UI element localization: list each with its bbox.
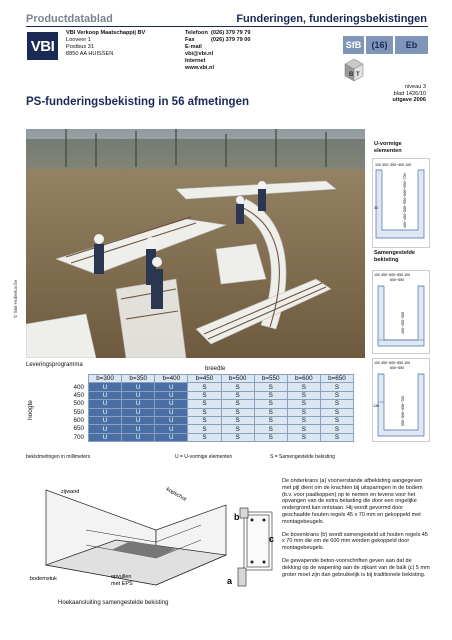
table-cell: S	[320, 383, 353, 391]
label-bodemstuk: bodemstuk	[30, 576, 57, 582]
table-cell: S	[188, 391, 221, 399]
company-street: Looveer 1	[66, 37, 91, 43]
table-cell: S	[287, 433, 320, 441]
table-cell: U	[155, 433, 188, 441]
company-address	[66, 30, 145, 58]
body-text	[282, 478, 430, 584]
table-cell: U	[122, 416, 155, 424]
table-cell: S	[221, 383, 254, 391]
table-cell: U	[89, 391, 122, 399]
label-opvullen-1: opvullen	[111, 574, 132, 580]
s2-dims-side: 550~600~650~700	[401, 395, 405, 426]
table-title: Leveringsprogramma	[26, 362, 83, 368]
uitgave: uitgave 2006	[392, 97, 426, 104]
company-contact	[185, 30, 251, 72]
table-cell: S	[254, 383, 287, 391]
table-row	[89, 391, 354, 399]
table-row	[89, 383, 354, 391]
s-caption-line1: Samengestelde	[374, 250, 416, 256]
table-cell: U	[155, 416, 188, 424]
u-dims-side: 400~450~500~550~600~650~700	[403, 173, 407, 228]
phone-label: Telefoon	[185, 30, 208, 36]
table-cell: S	[254, 425, 287, 433]
delivery-table	[88, 374, 354, 442]
table-cell: S	[221, 425, 254, 433]
label-kopschot: kopschot	[165, 486, 188, 503]
table-cell: U	[122, 425, 155, 433]
table-cell: U	[89, 400, 122, 408]
table-cell: S	[287, 408, 320, 416]
internet-value[interactable]: www.vbi.nl	[185, 65, 215, 71]
s-caption-line2: bekisting	[374, 257, 399, 263]
table-cell: U	[155, 408, 188, 416]
sfb-box: SfB	[343, 36, 364, 54]
drawing-caption: Hoekaansluiting samengestelde bekisting	[58, 600, 169, 606]
table-cell: S	[221, 391, 254, 399]
table-cell: S	[287, 400, 320, 408]
label-zijwand: zijwand	[61, 489, 80, 495]
table-cell: U	[89, 425, 122, 433]
table-foot-mid: U = U-vormige elementen	[175, 454, 233, 460]
table-cell: S	[221, 408, 254, 416]
s-element-drawing-2	[372, 358, 430, 442]
niveau: niveau 3	[404, 84, 426, 90]
fax-label: Fax	[185, 37, 195, 43]
body-paragraph-3: De gewapende beton-voorschriften geven aan dat de dekking op de wapening aan de zijkant van de balk (c) 5 mm groter moet zijn dan gebruikelijk is bij traditionele bekisting.	[282, 557, 430, 578]
table-cell: U	[89, 416, 122, 424]
header-right-title: Funderingen, funderingsbekistingen	[236, 13, 427, 25]
label-opvullen-2: met EPS	[111, 581, 133, 587]
email-label: E-mail	[185, 44, 202, 50]
s2-step: 130	[373, 404, 379, 408]
table-cell: U	[89, 408, 122, 416]
label-b: b	[234, 512, 240, 522]
table-cell: U	[89, 433, 122, 441]
table-row	[89, 425, 354, 433]
photo-credit: © Sint-Hubertus bv	[13, 279, 18, 318]
email-value[interactable]: vbi@vbi.nl	[185, 51, 214, 57]
table-cell: S	[287, 383, 320, 391]
table-cell: U	[122, 433, 155, 441]
company-name: VBI Verkoop Maatschappij BV	[66, 30, 146, 36]
svg-text:T: T	[356, 72, 360, 78]
table-foot-right: S = Samengestelde bekisting	[270, 454, 335, 460]
company-pobox: Postbus 31	[66, 44, 94, 50]
u-base: 30	[374, 206, 378, 210]
table-cell: S	[221, 433, 254, 441]
row-height-label: 400	[73, 383, 84, 391]
row-height-label: 700	[73, 433, 84, 441]
row-height-label: 450	[73, 391, 84, 399]
table-row-group: hoogte	[27, 400, 34, 420]
column-header: b=600	[287, 375, 320, 383]
table-cell: S	[254, 416, 287, 424]
table-cell: S	[320, 416, 353, 424]
column-header: b=450	[188, 375, 221, 383]
label-c: c	[268, 534, 274, 544]
table-cell: S	[320, 433, 353, 441]
table-cell: U	[155, 425, 188, 433]
table-cell: S	[287, 425, 320, 433]
table-cell: S	[254, 408, 287, 416]
table-cell: U	[122, 391, 155, 399]
header-rule	[26, 26, 428, 27]
label-a: a	[227, 576, 233, 586]
table-row	[89, 408, 354, 416]
column-header: b=500	[221, 375, 254, 383]
document-meta	[392, 84, 426, 104]
table-col-group: breedte	[205, 366, 226, 372]
row-height-label: 600	[73, 417, 84, 425]
table-row	[89, 416, 354, 424]
phone-value: (026) 379 79 79	[211, 30, 251, 36]
s2-dims-top2: 600~650	[390, 366, 405, 370]
table-cell: S	[254, 433, 287, 441]
table-cell: S	[254, 391, 287, 399]
table-cell: U	[89, 383, 122, 391]
svg-text:B: B	[349, 72, 354, 78]
table-cell: S	[188, 383, 221, 391]
s1-dims-top2: 600~650	[390, 278, 405, 282]
table-cell: S	[188, 400, 221, 408]
body-paragraph-1: De onderkrans (a) voorverstande afbekisting aangegeven met pijl dient om de krachten bij uitsparingen in de bodem (b.v. voor paalkoppen) op te nemen en tevens voor het opvangen van de extra belasting die door een ongelijke ondergrond kan ontstaan. Hij wordt gevormd door geschaafde houten regels 45 x 70 mm en gekoppeld met montagebeugels.	[282, 478, 423, 525]
internet-label: Internet	[185, 58, 206, 64]
column-header: b=400	[155, 375, 188, 383]
u-caption-line2: elementen	[374, 148, 402, 154]
table-cell: S	[320, 391, 353, 399]
table-cell: S	[320, 400, 353, 408]
row-height-label: 500	[73, 400, 84, 408]
table-row	[89, 400, 354, 408]
table-cell: U	[155, 391, 188, 399]
page-title: PS-funderingsbekisting in 56 afmetingen	[26, 96, 250, 108]
column-header: b=350	[122, 375, 155, 383]
table-header-row	[89, 375, 354, 383]
table-cell: S	[221, 416, 254, 424]
column-header: b=650	[320, 375, 353, 383]
table-cell: S	[320, 408, 353, 416]
s2-dims-top: 100 450~500~550 100	[374, 361, 411, 365]
table-cell: U	[155, 383, 188, 391]
table-cell: S	[287, 416, 320, 424]
table-row	[89, 433, 354, 441]
s1-dims-side: 400~450~500	[401, 311, 405, 334]
row-height-label: 550	[73, 408, 84, 416]
header-left-title: Productdatablad	[26, 13, 113, 25]
table-cell: U	[122, 400, 155, 408]
cube-icon	[344, 58, 364, 82]
construction-site-photo	[26, 129, 365, 358]
s1-dims-top: 100 450~500~550 100	[374, 273, 411, 277]
table-cell: S	[188, 416, 221, 424]
height-column	[64, 384, 86, 443]
s-elements-caption	[374, 250, 415, 264]
table-cell: S	[320, 425, 353, 433]
table-cell: S	[287, 391, 320, 399]
table-cell: U	[122, 408, 155, 416]
sfb-code1: (16)	[366, 36, 393, 54]
table-cell: S	[188, 425, 221, 433]
company-city: 8850 AA HUISSEN	[66, 51, 114, 57]
row-height-label: 650	[73, 425, 84, 433]
u-dims-top: 100 300~350~400 100	[375, 163, 412, 167]
u-elements-caption	[374, 141, 402, 155]
sfb-code2: Eb	[395, 36, 428, 54]
table-foot-left: bekistmetingen in millimeters	[26, 454, 91, 460]
body-paragraph-2: De bovenkrans (b) wordt samengesteld uit houten regels 45 x 70 mm die om de 600 mm worden gekoppeld door montagebeugels.	[282, 531, 428, 552]
table-cell: S	[221, 400, 254, 408]
company-logo: VBI	[27, 32, 58, 60]
table-cell: U	[122, 383, 155, 391]
fax-value: (026) 379 79 00	[211, 37, 251, 43]
column-header: b=550	[254, 375, 287, 383]
s-element-drawing-1	[372, 270, 430, 354]
table-cell: S	[188, 433, 221, 441]
table-cell: S	[188, 408, 221, 416]
corner-connection-drawing	[26, 470, 274, 600]
table-cell: U	[155, 400, 188, 408]
u-element-drawing	[372, 158, 430, 248]
column-header: b=300	[89, 375, 122, 383]
table-cell: S	[254, 400, 287, 408]
u-caption-line1: U-vormige	[374, 141, 402, 147]
blad: blad 1426/10	[393, 90, 426, 97]
